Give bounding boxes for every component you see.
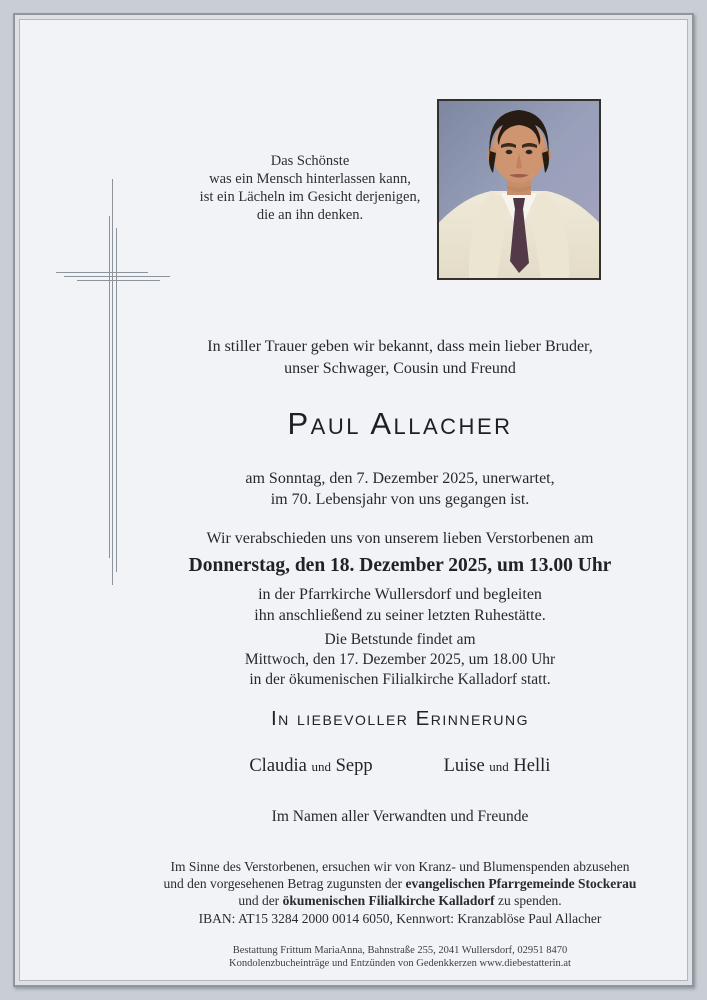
portrait-photo xyxy=(437,99,601,280)
mourner-name: Helli xyxy=(513,756,551,776)
mourner-name: Luise xyxy=(443,756,485,776)
cross-horizontal-line xyxy=(77,280,160,281)
memorial-heading: In liebevoller Erinnerung xyxy=(270,707,530,730)
donation-line: Im Sinne des Verstorbenen, ersuchen wir von Kranz- und Blumenspenden abzusehen xyxy=(170,859,630,874)
announcement-line: In stiller Trauer geben wir bekannt, dass mein lieber Bruder, xyxy=(207,338,593,355)
funeral-home-footer xyxy=(93,944,707,970)
betstunde-line: Mittwoch, den 17. Dezember 2025, um 18.00 Uhr xyxy=(244,651,556,668)
cross-horizontal-line xyxy=(56,272,148,273)
in-name-of-text: Im Namen aller Verwandten und Freunde xyxy=(271,808,529,825)
funeral-home-website-line: Kondolenzbucheinträge und Entzünden von Gedenkkerzen www.diebestatterin.at xyxy=(229,958,571,969)
death-info xyxy=(93,468,707,510)
donation-line xyxy=(93,892,707,909)
announcement-line: unser Schwager, Cousin und Freund xyxy=(284,360,516,377)
donation-text: und den vorgesehenen Betrag zugunsten der xyxy=(163,876,406,892)
mourner-conjunction: und xyxy=(489,759,509,774)
quote-line: was ein Mensch hinterlassen kann, xyxy=(209,171,411,187)
quote-line: die an ihn denken. xyxy=(256,207,364,223)
mourner-name: Claudia xyxy=(249,756,307,776)
portrait-illustration xyxy=(439,101,599,278)
donation-recipient: ökumenischen Filialkirche Kalladorf xyxy=(282,893,495,909)
betstunde-line: in der ökumenischen Filialkirche Kalladorf statt. xyxy=(249,671,551,688)
funeral-location-line: in der Pfarrkirche Wullersdorf und begleiten xyxy=(258,586,542,603)
mourner-name: Sepp xyxy=(335,756,373,776)
death-info-line: am Sonntag, den 7. Dezember 2025, unerwartet, xyxy=(245,470,555,487)
mourner-conjunction: und xyxy=(311,759,332,774)
memorial-quote xyxy=(160,152,460,224)
donation-note xyxy=(93,858,707,927)
cross-horizontal-line xyxy=(64,276,170,277)
mourner-group xyxy=(211,756,411,777)
farewell-intro: Wir verabschieden uns von unserem lieben Verstorbenen am xyxy=(206,530,594,547)
donation-text: zu spenden. xyxy=(494,893,562,909)
funeral-datetime: Donnerstag, den 18. Dezember 2025, um 13.00 Uhr xyxy=(188,555,612,576)
death-info-line: im 70. Lebensjahr von uns gegangen ist. xyxy=(270,491,530,508)
cross-vertical-line xyxy=(112,179,113,585)
funeral-details xyxy=(93,528,707,626)
quote-line: ist ein Lächeln im Gesicht derjenigen, xyxy=(199,189,421,205)
donation-recipient: evangelischen Pfarrgemeinde Stockerau xyxy=(405,876,637,892)
mourner-group xyxy=(397,756,597,777)
donation-text: und der xyxy=(238,893,283,909)
funeral-location-line: ihn anschließend zu seiner letzten Ruhestätte. xyxy=(254,607,546,624)
announcement-text xyxy=(93,336,707,380)
donation-line xyxy=(93,875,707,892)
deceased-name: Paul Allacher xyxy=(287,406,513,441)
funeral-home-address: Bestattung Frittum MariaAnna, Bahnstraße 255, 2041 Wullersdorf, 02951 8470 xyxy=(232,945,568,956)
betstunde-details xyxy=(93,630,707,690)
betstunde-line: Die Betstunde findet am xyxy=(324,631,476,648)
iban-line: IBAN: AT15 3284 2000 0014 6050, Kennwort: Kranzablöse Paul Allacher xyxy=(198,910,602,926)
quote-line: Das Schönste xyxy=(270,153,350,169)
